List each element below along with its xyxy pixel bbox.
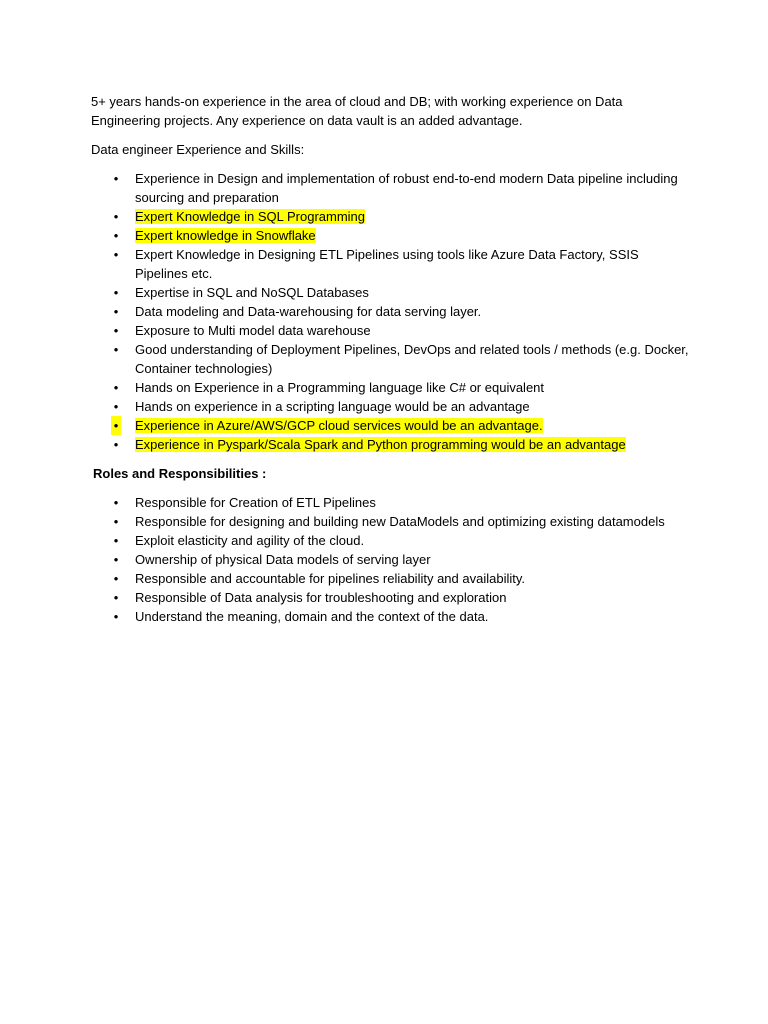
bullet-icon: • <box>113 609 119 624</box>
skill-item-text: Good understanding of Deployment Pipelines, DevOps and related tools / methods (e.g. Docker, Container technologies) <box>135 342 689 376</box>
roles-heading: Roles and Responsibilities : <box>93 466 267 481</box>
skills-heading: Data engineer Experience and Skills: <box>91 142 305 157</box>
skill-item-text: Expert Knowledge in SQL Programming <box>135 209 366 224</box>
role-item <box>91 588 691 607</box>
skill-item <box>91 435 691 454</box>
role-item <box>91 569 691 588</box>
skill-item <box>91 245 691 283</box>
bullet-icon: • <box>113 247 119 262</box>
role-item <box>91 493 691 512</box>
skill-item-text: Experience in Design and implementation of robust end-to-end modern Data pipeline including sourcing and preparation <box>135 171 678 205</box>
skill-item-text: Experience in Pyspark/Scala Spark and Python programming would be an advantage <box>135 437 626 452</box>
bullet-icon: • <box>113 285 119 300</box>
bullet-icon: • <box>113 342 119 357</box>
bullet-icon: • <box>113 437 119 452</box>
skill-item-text: Expertise in SQL and NoSQL Databases <box>135 285 369 300</box>
bullet-icon: • <box>113 323 119 338</box>
skill-item-text: Expert knowledge in Snowflake <box>135 228 316 243</box>
skill-item <box>91 226 691 245</box>
bullet-icon: • <box>113 533 119 548</box>
role-item-text: Exploit elasticity and agility of the cloud. <box>135 533 365 548</box>
skill-item-text: Hands on experience in a scripting language would be an advantage <box>135 399 530 414</box>
skill-item-text: Expert Knowledge in Designing ETL Pipelines using tools like Azure Data Factory, SSIS Pipelines etc. <box>135 247 639 281</box>
role-item-text: Responsible and accountable for pipelines reliability and availability. <box>135 571 525 586</box>
intro-paragraph: 5+ years hands-on experience in the area of cloud and DB; with working experience on Data Engineering projects. Any experience on data vault is an added advantage. <box>91 94 623 128</box>
document-content <box>91 92 691 636</box>
bullet-icon: • <box>113 171 119 186</box>
bullet-icon: • <box>113 552 119 567</box>
bullet-icon: • <box>113 209 119 224</box>
bullet-icon: • <box>113 590 119 605</box>
bullet-icon: • <box>113 571 119 586</box>
skill-item <box>91 321 691 340</box>
skill-item-text: Hands on Experience in a Programming language like C# or equivalent <box>135 380 545 395</box>
role-item <box>91 607 691 626</box>
skill-item-text: Data modeling and Data-warehousing for data serving layer. <box>135 304 482 319</box>
role-item-text: Ownership of physical Data models of serving layer <box>135 552 431 567</box>
bullet-icon: • <box>113 399 119 414</box>
skill-item <box>91 340 691 378</box>
role-item <box>91 531 691 550</box>
skill-item-text: Exposure to Multi model data warehouse <box>135 323 371 338</box>
bullet-icon: • <box>113 304 119 319</box>
role-item <box>91 550 691 569</box>
bullet-icon: • <box>111 416 121 435</box>
role-item-text: Responsible for designing and building new DataModels and optimizing existing datamodels <box>135 514 665 529</box>
role-item <box>91 512 691 531</box>
skill-item <box>91 416 691 435</box>
bullet-icon: • <box>113 495 119 510</box>
bullet-icon: • <box>113 514 119 529</box>
skill-item <box>91 169 691 207</box>
skill-item <box>91 302 691 321</box>
skill-item <box>91 207 691 226</box>
bullet-icon: • <box>113 228 119 243</box>
skill-item <box>91 283 691 302</box>
skills-list <box>91 169 691 454</box>
role-item-text: Responsible for Creation of ETL Pipelines <box>135 495 376 510</box>
skill-item-text: Experience in Azure/AWS/GCP cloud services would be an advantage. <box>135 418 543 433</box>
bullet-icon: • <box>113 380 119 395</box>
roles-list <box>91 493 691 626</box>
skill-item <box>91 397 691 416</box>
skill-item <box>91 378 691 397</box>
role-item-text: Understand the meaning, domain and the context of the data. <box>135 609 489 624</box>
role-item-text: Responsible of Data analysis for troubleshooting and exploration <box>135 590 507 605</box>
